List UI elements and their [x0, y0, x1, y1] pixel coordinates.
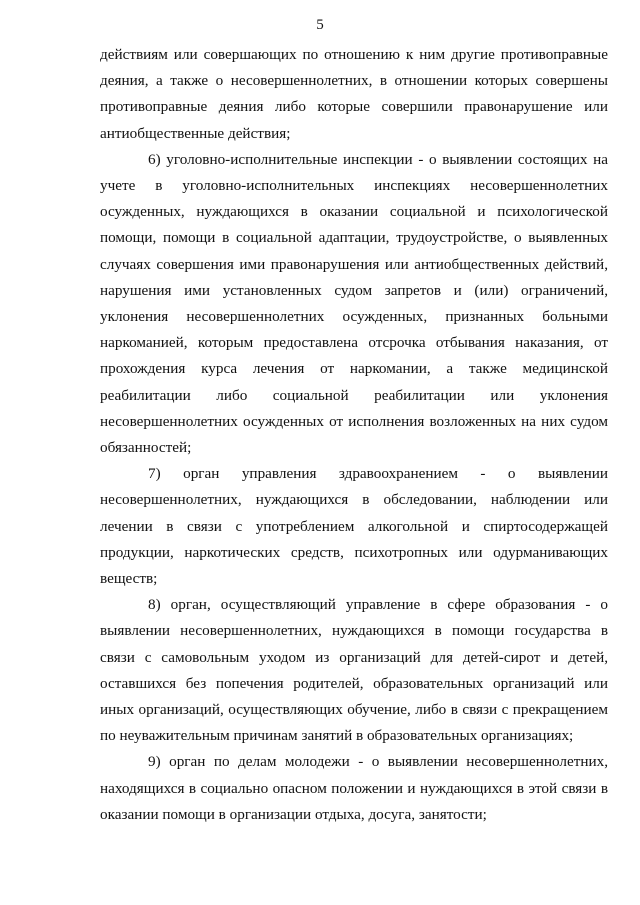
paragraph-item-6: 6) уголовно-исполнительные инспекции - о выявлении состоящих на учете в уголовно-исполнительных инспекциях несовершеннолетних осужденных, нуждающихся в оказании социальной и психологической помощи, помощи в социальной адаптации, трудоустройстве, о выявленных случаях совершения ими правонарушения или антиобщественных действий, нарушения ими установленных судом запретов и (или) ограничений, уклонения несовершеннолетних осужденных, признанных больными наркоманией, которым предоставлена отсрочка отбывания наказания, от прохождения курса лечения от наркомании, а также медицинской реабилитации либо социальной реабилитации или уклонения несовершеннолетних осужденных от исполнения возложенных на них судом обязанностей;	[100, 150, 608, 457]
paragraph-item-7: 7) орган управления здравоохранением - о выявлении несовершеннолетних, нуждающихся в обследовании, наблюдении или лечении в связи с употреблением алкогольной и спиртосодержащей продукции, наркотических средств, психотропных или одурманивающих веществ;	[100, 465, 608, 588]
paragraph-item-9: 9) орган по делам молодежи - о выявлении несовершеннолетних, находящихся в социально опасном положении и нуждающихся в этой связи в оказании помощи в организации отдыха, досуга, занятости;	[100, 753, 608, 823]
document-body	[100, 42, 608, 828]
page-number: 5	[316, 17, 324, 33]
paragraph-continuation: действиям или совершающих по отношению к ним другие противоправные деяния, а также о несовершеннолетних, в отношении которых совершены противоправные деяния либо которые совершили правонарушение или антиобщественные действия;	[100, 46, 608, 142]
paragraph-item-8: 8) орган, осуществляющий управление в сфере образования - о выявлении несовершеннолетних, нуждающихся в помощи государства в связи с самовольным уходом из организаций для детей-сирот и детей, оставшихся без попечения родителей, образовательных организаций или иных организаций, осуществляющих обучение, либо в связи с прекращением по неуважительным причинам занятий в образовательных организациях;	[100, 596, 608, 745]
